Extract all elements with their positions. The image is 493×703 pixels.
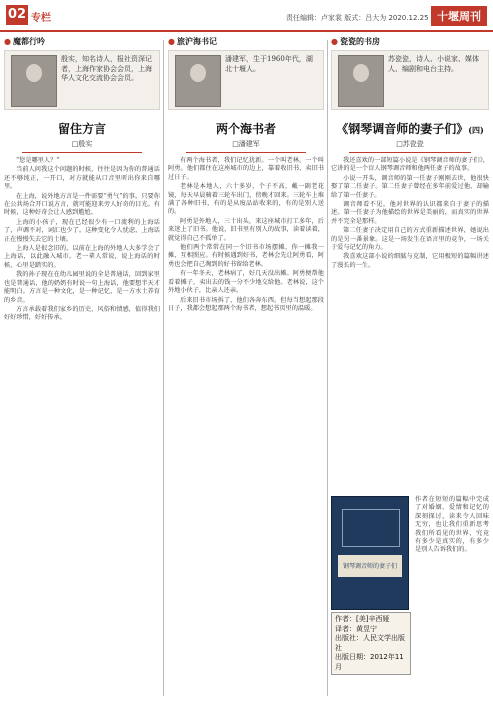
book-info (331, 612, 411, 675)
book-publisher: 出版社：人民文学出版社 (335, 634, 405, 652)
author-bio: 潘建军，生于1960年代，湖北十堰人。 (225, 55, 313, 73)
author-bio: 殷实，知名诗人，报社资深记者，上海作家协会会员，上海华人文化交流协会会员。 (61, 55, 152, 82)
column-divider (327, 40, 328, 696)
paragraph: 老林是本地人，六十多岁，个子不高，戴一副老花镜，每天早晨骑着三轮车出门，傍晚才回来。三轮车上堆满了各种旧书，有的是从废品站收来的，有的是别人送的。 (168, 183, 324, 216)
paragraph: 上海人是很念旧的，以前在上海的外地人大多学会了上海话，以此融入城市。老一辈人常说，说上海话的时候，心里是踏实的。 (4, 245, 160, 269)
paragraph: 他们两个常常在同一个旧书市场摆摊，你一摊我一摊，互相照应。有时候遇到好书，老林会先让阿勇看，阿勇也会把自己淘到的好书留给老林。 (168, 244, 324, 268)
wrap-text: 作者在短短的篇幅中完成了对婚姻、爱情和记忆的深刻探讨，读来令人回味无穷，也让我们重新思考我们所看见的世界，究竟有多少是真实的，有多少是别人告诉我们的。 (415, 496, 489, 554)
title-rule (22, 152, 142, 153)
title-rule (186, 152, 306, 153)
article-column-2 (168, 36, 324, 700)
column-name: 专栏 (31, 13, 51, 24)
bullet-icon: ● (168, 37, 175, 46)
article-column-1 (4, 36, 160, 700)
article-byline: □殷实 (71, 140, 93, 148)
author-box (331, 50, 489, 110)
paragraph: 我还喜欢的一部短篇小说是《钢琴调音师的妻子们》，它讲的是一个盲人钢琴调音师和他两任妻子的故事。 (331, 157, 489, 173)
article-title: 留住方言 (57, 122, 106, 136)
paragraph: 我的孙子现在在幼儿园里说的全是普通话，回到家里也是普通话，他的奶奶有时说一句上海话，他要想半天才能明白。方言是一种文化，是一种记忆，是一方水土养育的乡音。 (4, 271, 160, 304)
paragraph: 有一年冬天，老林病了，好几天没出摊。阿勇便帮他看着摊子，卖出去的钱一分不少地交给他。老林说，这个外地小伙子，比亲人还亲。 (168, 270, 324, 295)
article-body (331, 157, 489, 270)
article-byline: □苏瓷瓷 (396, 140, 424, 148)
paragraph: 在上海，说外地方言是一件需要“勇气”的事。只要你在公共场合开口说方言，就可能迎来旁人好奇的目光。有时候，这种好奇会让人感到尴尬。 (4, 192, 160, 217)
page-header (0, 0, 493, 32)
page-number: 02 (6, 5, 28, 25)
masthead-logo: 十堰周刊 (431, 6, 487, 26)
paragraph: 阿勇是外地人，三十出头，来这座城市打工多年，后来迷上了旧书。他说，旧书里有别人的故事，读着读着，就觉得自己不孤单了。 (168, 217, 324, 242)
paragraph: 调音师看不见，他对世界的认识都来自于妻子的描述。第一任妻子为他描绘的世界是美丽的，而真实的世界并不完全是那样。 (331, 201, 489, 225)
author-label: ● 瓷瓷的书房 (331, 37, 380, 46)
avatar (11, 55, 57, 107)
book-author: 作者：[美]辛西娅 (335, 615, 390, 623)
article-title: 《钢琴调音师的妻子们》(四) (336, 122, 484, 136)
article-title-suffix: (四) (468, 125, 484, 135)
paragraph: 有两个海书者，我们记忆犹新。一个叫老林，一个叫阿勇。他们都住在这座城市的边上，靠着收旧书、卖旧书过日子。 (168, 157, 324, 181)
paragraph: 方言承载着我们家乡的历史、风俗和情感，值得我们好好珍惜，好好传承。 (4, 305, 160, 322)
author-box (168, 50, 324, 110)
paragraph: “您是哪里人？” (16, 157, 60, 164)
paragraph: 后来旧书市场拆了，他们各奔东西。但每当想起那段日子，我都会想起那两个海书者，想起书页里的温暖。 (168, 296, 324, 312)
paragraph: 当前人问我这个问题的时候，往往是因为你的普通话还不够纯正，一开口，对方就能从口音里听出你来自哪里。 (4, 166, 160, 191)
title-rule (349, 152, 471, 153)
cover-illustration (342, 509, 400, 547)
bullet-icon: ● (4, 37, 11, 46)
paragraph: 上海的小孩子，现在已经很少有一口流利的上海话了，声调不对，词汇也少了。这种变化令人忧虑，上海话正在慢慢失去它的土壤。 (4, 218, 160, 243)
paragraph: 我喜欢这部小说的细腻与克制，它用极短的篇幅讲述了漫长的一生。 (331, 253, 489, 269)
editor-credits: 责任编辑：卢家裳 版式：吕大为 2020.12.25 (286, 14, 429, 22)
author-box (4, 50, 160, 110)
article-column-3 (331, 36, 489, 700)
book-translator: 译者：黄昱宁 (335, 624, 377, 633)
avatar (338, 55, 384, 107)
article-byline: □潘建军 (232, 140, 260, 148)
column-divider (163, 40, 164, 696)
author-label: ● 旅沪海书记 (168, 37, 217, 46)
book-date: 出版日期：2012年11月 (335, 653, 404, 671)
paragraph: 小说一开头，调音师的第一任妻子刚刚去世，他很快娶了第二任妻子。第二任妻子曾经在多年前爱过他，却输给了第一任妻子。 (331, 174, 489, 199)
book-cover (331, 496, 409, 610)
article-body (168, 157, 324, 313)
author-bio: 苏瓷瓷，诗人、小说家、媒体人、编剧和电台主持。 (388, 55, 479, 73)
cover-title: 钢琴调音师的妻子们 (342, 563, 397, 570)
paragraph: 第二任妻子决定用自己的方式重新描述世界，她说出的是另一番景象。这是一场发生在语言里的竞争，一场关于爱与记忆的角力。 (331, 227, 489, 252)
article-title: 两个海书者 (215, 122, 276, 136)
author-label: ● 魔都行吟 (4, 37, 45, 46)
article-body (4, 157, 160, 323)
avatar (175, 55, 221, 107)
bullet-icon: ● (331, 37, 338, 46)
